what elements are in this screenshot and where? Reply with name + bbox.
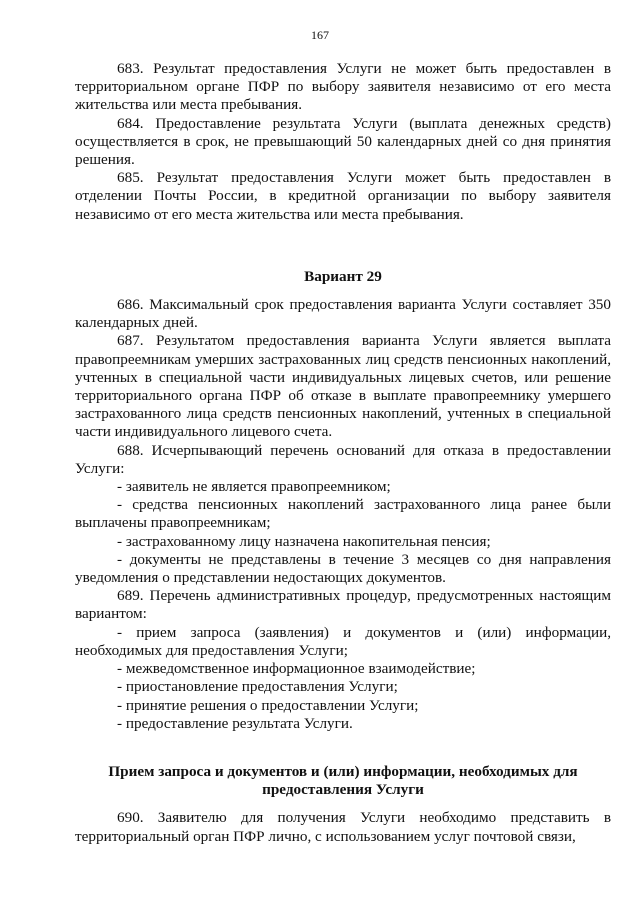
page-content bbox=[75, 60, 611, 846]
list-item-688-1: - заявитель не является правопреемником; bbox=[117, 478, 391, 496]
list-item-689-3: - приостановление предоставления Услуги; bbox=[117, 678, 398, 696]
list-item-688-2: - средства пенсионных накоплений застрахованного лица ранее были выплачены правопреемникам; bbox=[75, 496, 611, 532]
list-item-689-5: - предоставление результата Услуги. bbox=[117, 714, 353, 732]
paragraph-688: 688. Исчерпывающий перечень оснований для отказа в предоставлении Услуги: bbox=[75, 441, 611, 477]
paragraph-686: 686. Максимальный срок предоставления варианта Услуги составляет 350 календарных дней. bbox=[75, 296, 611, 332]
paragraph-687: 687. Результатом предоставления варианта Услуги является выплата правопреемникам умерших застрахованных лиц средств пенсионных накоплений, учтенных в специальной части индивидуальных лицевых счетов, или решение территориального органа ПФР об отказе в выплате правопреемнику умершего застрахованного лица средств пенсионных накоплений, учтенных в специальной части индивидуального лицевого счета. bbox=[75, 332, 611, 441]
list-item-689-2: - межведомственное информационное взаимодействие; bbox=[117, 660, 476, 678]
list-item-689-1: - прием запроса (заявления) и документов и (или) информации, необходимых для предоставления Услуги; bbox=[75, 623, 611, 659]
variant-title: Вариант 29 bbox=[304, 267, 382, 285]
paragraph-690: 690. Заявителю для получения Услуги необходимо представить в территориальный орган ПФР лично, с использованием услуг почтовой связи, bbox=[75, 809, 611, 845]
paragraph-689: 689. Перечень административных процедур, предусмотренных настоящим вариантом: bbox=[75, 587, 611, 623]
list-item-689-4: - принятие решения о предоставлении Услуги; bbox=[117, 696, 419, 714]
section-heading: Прием запроса и документов и (или) информации, необходимых для предоставления Услуги bbox=[108, 762, 578, 799]
paragraph-683: 683. Результат предоставления Услуги не может быть предоставлен в территориальном органе ПФР по выбору заявителя независимо от его места жительства или места пребывания. bbox=[75, 60, 611, 114]
paragraph-685: 685. Результат предоставления Услуги может быть предоставлен в отделении Почты России, в кредитной организации по выбору заявителя независимо от его места жительства или места пребывания. bbox=[75, 169, 611, 223]
page-number: 167 bbox=[311, 28, 329, 42]
list-item-688-3: - застрахованному лицу назначена накопительная пенсия; bbox=[117, 532, 491, 550]
list-item-688-4: - документы не представлены в течение 3 месяцев со дня направления уведомления о представлении недостающих документов. bbox=[75, 550, 611, 587]
paragraph-684: 684. Предоставление результата Услуги (выплата денежных средств) осуществляется в срок, не превышающий 50 календарных дней со дня принятия решения. bbox=[75, 114, 611, 169]
